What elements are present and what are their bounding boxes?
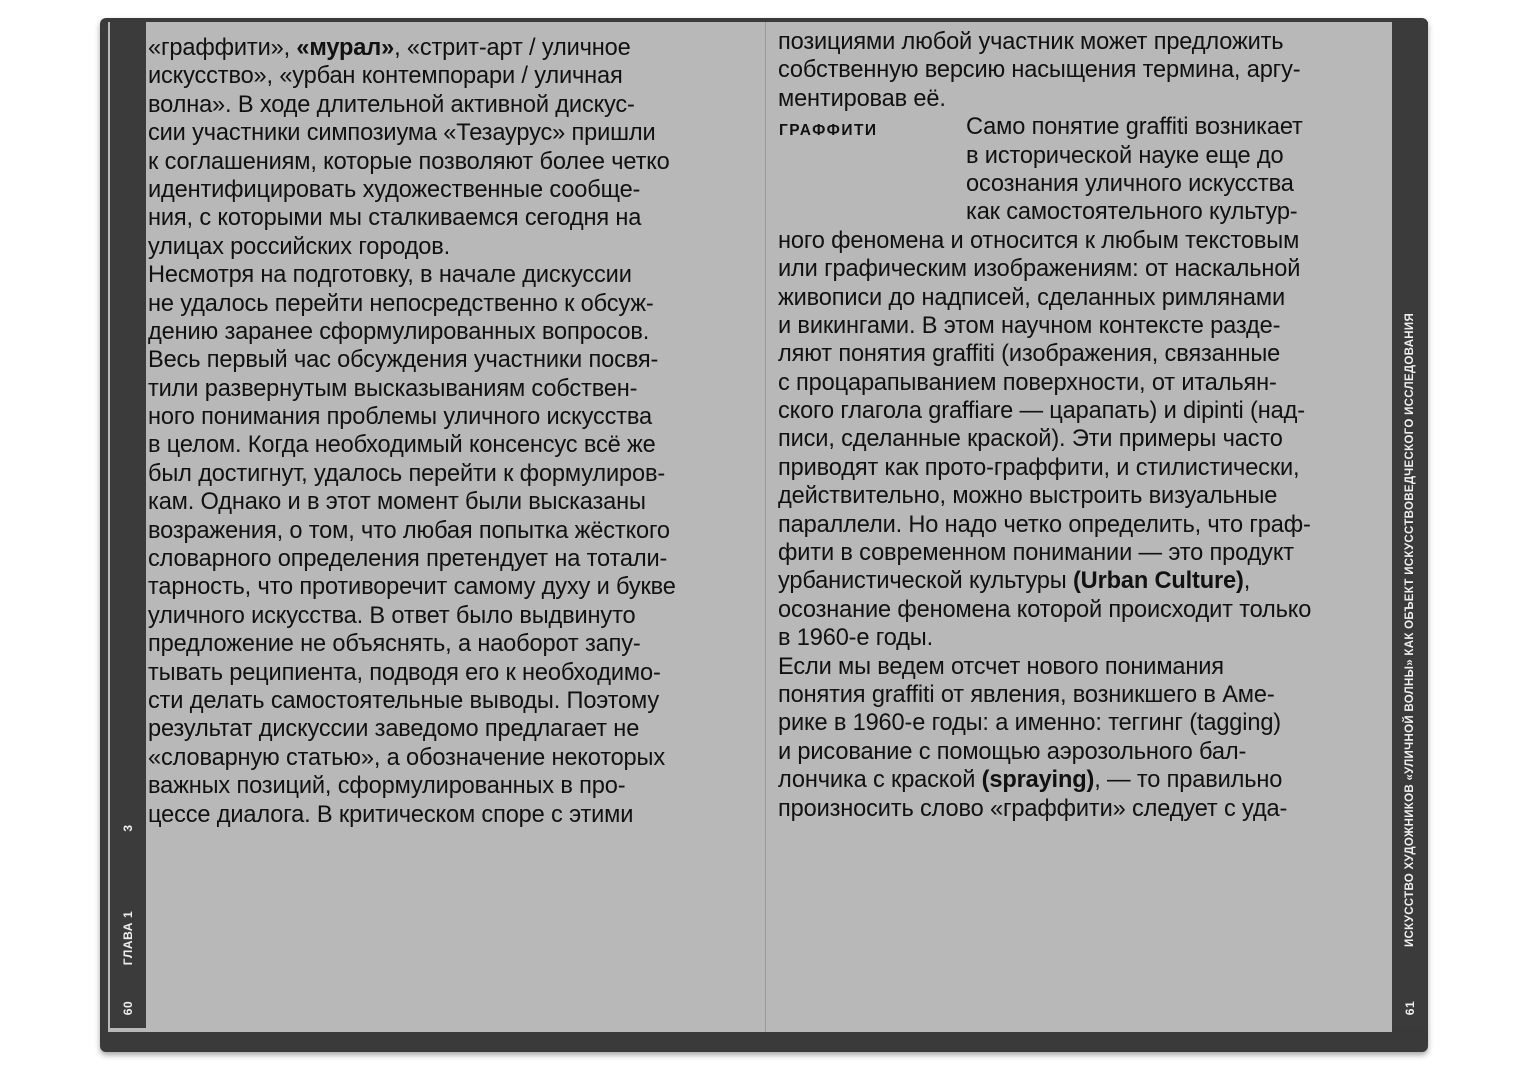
text-line: важных позиций, сформулированных в про- [148, 773, 626, 800]
text-line: осознания уличного искусства [966, 170, 1294, 197]
text-line: произносить слово «граффити» следует с уда- [778, 795, 1288, 822]
text-line: осознание феномена которой происходит только [778, 596, 1312, 623]
text-line: Если мы ведем отсчет нового понимания [778, 653, 1224, 680]
text-line: улицах российских городов. [148, 233, 451, 260]
text-line: или графическим изображениям: от наскальной [778, 256, 1301, 283]
text-line: ного понимания проблемы уличного искусства [148, 404, 653, 431]
text-line: и викингами. В этом научном контексте разде- [778, 312, 1281, 339]
text-line: волна». В ходе длительной активной дискус- [148, 91, 635, 118]
text-line: не удалось перейти непосредственно к обсуж- [148, 290, 654, 317]
text-line: возражения, о том, что любая попытка жёсткого [148, 517, 670, 544]
left-running-header: ГЛАВА 1 [121, 910, 135, 966]
right-page-strip [1392, 22, 1428, 1028]
text-line: цессе диалога. В критическом споре с этими [148, 801, 634, 828]
text-line: рике в 1960-е годы: а именно: теггинг (tagging) [778, 710, 1282, 737]
text-line: искусство», «урбан контемпорари / уличная [148, 63, 623, 90]
text-line: был достигнут, удалось перейти к формулиров- [148, 460, 666, 487]
text-line: понятия graffiti от явления, возникшего в Аме- [778, 681, 1275, 708]
text-line: тарность, что противоречит самому духу и букве [148, 574, 676, 601]
section-heading: ГРАФФИТИ [779, 122, 878, 139]
text-line: предложение не объяснять, а наоборот запу- [148, 631, 641, 658]
text-line: фити в современном понимании — это продукт [778, 540, 1294, 567]
text-line: результат дискуссии заведомо предлагает не [148, 716, 640, 743]
text-line: с процарапыванием поверхности, от итальян- [778, 369, 1277, 396]
text-line: «граффити», «мурал», «стрит-арт / уличное [148, 35, 631, 61]
text-line: ментировав её. [778, 85, 946, 112]
text-line: параллели. Но надо четко определить, что граф- [778, 511, 1311, 538]
text-line: идентифицировать художественные сообще- [148, 176, 641, 203]
text-line: и рисование с помощью аэрозольного бал- [778, 738, 1247, 765]
text-line: приводят как прото-граффити, и стилистически, [778, 454, 1300, 481]
text-line: тили развернутым высказываниям собствен- [148, 375, 638, 402]
text-line: к соглашениям, которые позволяют более четко [148, 148, 670, 175]
text-line: тывать реципиента, подводя его к необходимо- [148, 659, 661, 686]
right-text-column [778, 28, 1311, 823]
text-line: в исторической науке еще до [966, 142, 1284, 169]
left-text-column [148, 34, 676, 829]
text-line: сти делать самостоятельные выводы. Поэтому [148, 687, 660, 714]
text-line: лончика с краской (spraying), — то правильно [778, 767, 1283, 794]
left-page-number: 60 [121, 1000, 135, 1016]
text-line: ляют понятия graffiti (изображения, связанные [778, 341, 1281, 368]
text-line: словарного определения претендует на тотали- [148, 546, 668, 573]
text-line: урбанистической культуры (Urban Culture), [778, 568, 1251, 595]
right-running-header: ИСКУССТВО ХУДОЖНИКОВ «УЛИЧНОЙ ВОЛНЫ» КАК ОБЪЕКТ ИСКУССТВОВЕДЧЕСКОГО ИССЛЕДОВАНИЯ [1404, 312, 1416, 948]
text-line: собственную версию насыщения термина, аргу- [778, 57, 1301, 84]
text-line: в целом. Когда необходимый консенсус всё же [148, 432, 656, 459]
text-line: Само понятие graffiti возникает [966, 114, 1303, 141]
text-line: в 1960-е годы. [778, 625, 933, 652]
text-line: ния, с которыми мы сталкиваемся сегодня на [148, 205, 642, 232]
text-line: дению заранее сформулированных вопросов. [148, 318, 650, 345]
text-line: позициями любой участник может предложить [778, 29, 1284, 55]
text-line: действительно, можно выстроить визуальные [778, 483, 1278, 510]
text-line: сии участники симпозиума «Тезаурус» пришли [148, 120, 656, 147]
right-page-number: 61 [1403, 1000, 1417, 1016]
left-page-strip [110, 22, 146, 1028]
text-line: кам. Однако и в этот момент были высказаны [148, 489, 646, 516]
text-line: Несмотря на подготовку, в начале дискуссии [148, 262, 632, 289]
text-line: Весь первый час обсуждения участники посвя- [148, 347, 659, 374]
text-line: ного феномена и относится к любым текстовым [778, 227, 1300, 254]
text-line: как самостоятельного культур- [966, 199, 1298, 226]
text-line: уличного искусства. В ответ было выдвинуто [148, 602, 636, 629]
text-line: «словарную статью», а обозначение некоторых [148, 744, 665, 771]
text-line: ского глагола graffiare — царапать) и dipinti (над- [778, 398, 1305, 425]
section-number: 3 [121, 824, 135, 832]
text-line: живописи до надписей, сделанных римлянами [778, 284, 1285, 311]
text-line: писи, сделанные краской). Эти примеры часто [778, 426, 1283, 453]
